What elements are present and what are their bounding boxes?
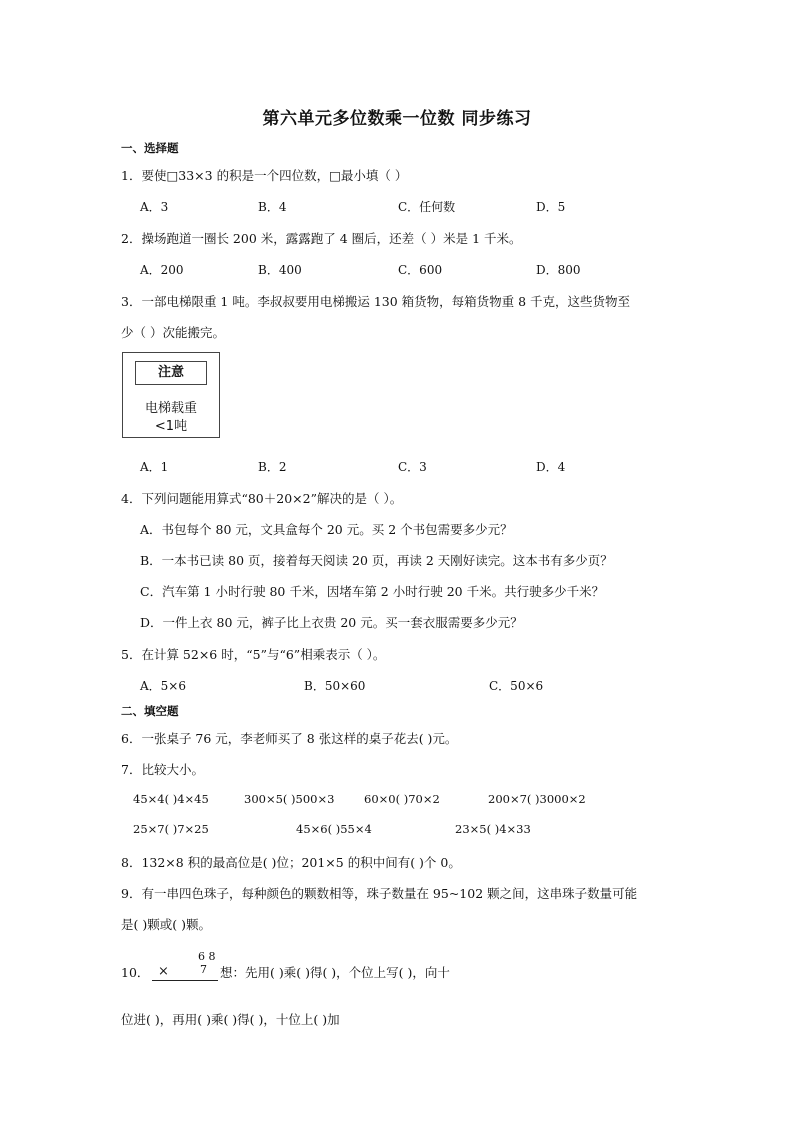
q4-option-d: D．一件上衣 80 元，裤子比上衣贵 20 元。买一套衣服需要多少元？ [140, 615, 523, 630]
compare-item: 200×7( )3000×2 [488, 792, 586, 806]
question-5: 5．在计算 52×6 时，“5”与“6”相乘表示（ ）。 [121, 647, 386, 662]
q3-option-c: C．3 [398, 460, 427, 474]
multiplicand: 6 8 [198, 950, 216, 963]
q5-option-a: A．5×6 [140, 679, 186, 693]
underline [152, 980, 218, 981]
compare-item: 45×6( )55×4 [296, 822, 372, 836]
page-title: 第六单元多位数乘一位数 同步练习 [262, 109, 532, 129]
question-10-line-2: 位进( )，再用( )乘( )得( )，十位上( )加 [121, 1012, 340, 1027]
q5-option-b: B．50×60 [304, 679, 366, 693]
compare-item: 23×5( )4×33 [455, 822, 531, 836]
question-7: 7．比较大小。 [121, 762, 204, 777]
q3-option-a: A．1 [140, 460, 169, 474]
q1-option-d: D．5 [536, 200, 566, 214]
q2-option-a: A．200 [140, 263, 184, 277]
compare-item: 25×7( )7×25 [133, 822, 209, 836]
compare-item: 45×4( )4×45 [133, 792, 209, 806]
question-3-line-1: 3．一部电梯限重 1 吨。李叔叔要用电梯搬运 130 箱货物，每箱货物重 8 千克，这些货物至 [121, 294, 631, 309]
q4-option-a: A．书包每个 80 元，文具盒每个 20 元。买 2 个书包需要多少元？ [140, 522, 513, 537]
question-10-line-1: 想：先用( )乘( )得( )，个位上写( )，向十 [220, 965, 450, 980]
q3-option-b: B．2 [258, 460, 287, 474]
question-9-line-2: 是( )颗或( )颗。 [121, 917, 211, 932]
q4-option-b: B．一本书已读 80 页，接着每天阅读 20 页，再读 2 天刚好读完。这本书有多少页？ [140, 553, 613, 568]
question-2: 2．操场跑道一圈长 200 米，露露跑了 4 圈后，还差（ ）米是 1 千米。 [121, 231, 522, 246]
elevator-notice-sign [122, 352, 220, 438]
notice-limit: <1吨 [154, 419, 188, 434]
question-10-number: 10． [121, 965, 150, 980]
q2-option-b: B．400 [258, 263, 302, 277]
section-heading-fill: 二、填空题 [121, 704, 179, 718]
q1-option-b: B．4 [258, 200, 287, 214]
q2-option-d: D．800 [536, 263, 581, 277]
notice-text: 电梯载重 [144, 401, 197, 416]
q1-option-a: A．3 [140, 200, 169, 214]
question-9-line-1: 9．有一串四色珠子，每种颜色的颗数相等，珠子数量在 95~102 颗之间，这串珠子数量可能 [121, 886, 638, 901]
question-3-line-2: 少（ ）次能搬完。 [121, 325, 225, 340]
question-8: 8．132×8 积的最高位是( )位；201×5 的积中间有( )个 0。 [121, 855, 461, 870]
q4-option-c: C．汽车第 1 小时行驶 80 千米，因堵车第 2 小时行驶 20 千米。共行驶多少千米？ [140, 584, 605, 599]
q1-option-c: C．任何数 [398, 200, 456, 214]
question-4: 4．下列问题能用算式“80＋20×2”解决的是（ ）。 [121, 491, 403, 506]
section-heading-choice: 一、选择题 [121, 141, 179, 155]
notice-heading: 注意 [135, 361, 207, 385]
q5-option-c: C．50×6 [489, 679, 544, 693]
compare-item: 300×5( )500×3 [244, 792, 335, 806]
multiplier: 7 [200, 963, 207, 976]
compare-item: 60×0( )70×2 [364, 792, 440, 806]
q3-option-d: D．4 [536, 460, 566, 474]
question-6: 6．一张桌子 76 元，李老师买了 8 张这样的桌子花去( )元。 [121, 731, 458, 746]
q2-option-c: C．600 [398, 263, 443, 277]
vertical-multiplication [150, 950, 220, 986]
times-sign: × [158, 964, 169, 979]
question-1: 1．要使□33×3 的积是一个四位数，□最小填（ ） [121, 168, 408, 183]
